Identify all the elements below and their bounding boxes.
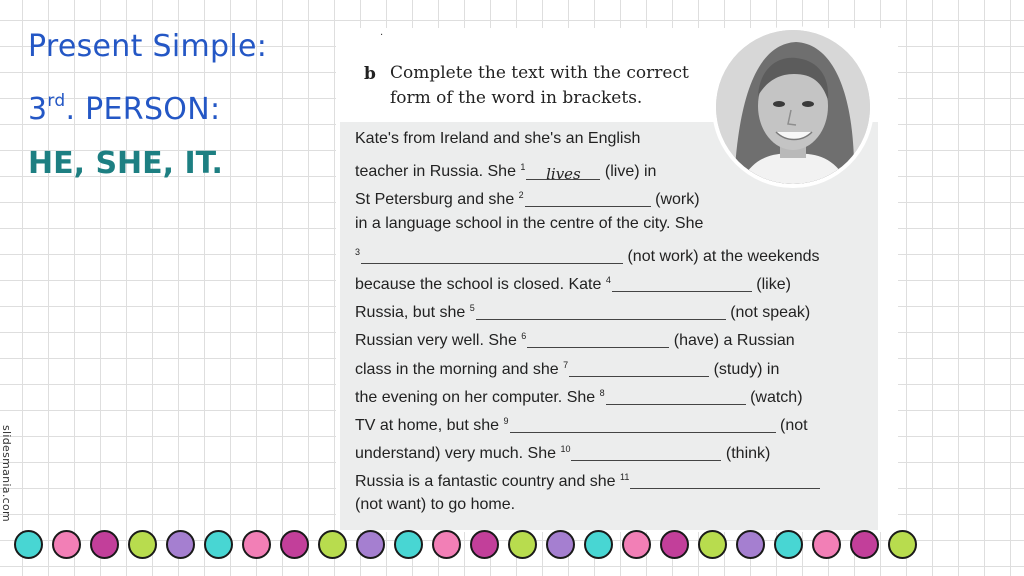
- base-verb-hint: (work): [650, 191, 700, 209]
- title-person-label: . PERSON:: [65, 92, 221, 127]
- worksheet-image: [336, 28, 898, 532]
- decorative-dot: [280, 530, 309, 559]
- base-verb-hint: (like): [751, 275, 791, 293]
- base-verb-hint: (watch): [745, 388, 803, 406]
- passage-text: in a language school in the centre of the city. She: [355, 214, 704, 232]
- decorative-dot: [546, 530, 575, 559]
- base-verb-hint: (not work) at the weekends: [623, 247, 820, 265]
- title-ordinal-number: 3: [28, 92, 48, 127]
- gap-number: 8: [599, 387, 605, 398]
- answer-blank: [606, 386, 746, 405]
- passage-line: [355, 294, 875, 322]
- passage-text: TV at home, but she: [355, 416, 504, 434]
- gap-number: 2: [518, 190, 524, 201]
- decorative-dot: [508, 530, 537, 559]
- instructions-line-1: Complete the text with the correct: [390, 63, 689, 83]
- exercise-instructions: [390, 61, 720, 111]
- passage-line: [355, 407, 875, 435]
- decorative-dot: [432, 530, 461, 559]
- answer-blank: [630, 470, 820, 489]
- decorative-dot: [14, 530, 43, 559]
- decorative-dot: [470, 530, 499, 559]
- decorative-dot: [698, 530, 727, 559]
- title-pronouns: HE, SHE, IT.: [28, 146, 223, 181]
- decorative-dot: [242, 530, 271, 559]
- passage-line: [355, 463, 875, 491]
- passage-line: [355, 322, 875, 350]
- passage-line: [355, 351, 875, 379]
- answer-blank: [571, 442, 721, 461]
- passage-line: [355, 210, 875, 238]
- gap-number: 7: [563, 359, 569, 370]
- decorative-dot: [622, 530, 651, 559]
- decorative-dot: [128, 530, 157, 559]
- decorative-dot: [812, 530, 841, 559]
- decorative-dot: [204, 530, 233, 559]
- base-verb-hint: (study) in: [709, 360, 780, 378]
- gap-number: 1: [520, 162, 526, 173]
- passage-line: [355, 153, 875, 184]
- decorative-dot: [774, 530, 803, 559]
- decorative-dot: [318, 530, 347, 559]
- decorative-dot-row: [14, 530, 917, 564]
- base-verb-hint: (have) a Russian: [669, 332, 795, 350]
- answer-blank: [526, 161, 600, 184]
- passage-text: understand) very much. She: [355, 445, 561, 463]
- gap-number: 4: [605, 274, 611, 285]
- passage-text: St Petersburg and she: [355, 191, 519, 209]
- passage-text: Russian very well. She: [355, 332, 522, 350]
- base-verb-hint: (not speak): [725, 304, 811, 322]
- passage-line: [355, 435, 875, 463]
- decorative-dot: [166, 530, 195, 559]
- answer-blank: [525, 188, 651, 207]
- passage-line: [355, 379, 875, 407]
- passage-text: Russia, but she: [355, 304, 470, 322]
- decorative-dot: [394, 530, 423, 559]
- slide-title: [28, 20, 328, 191]
- gap-number: 9: [503, 415, 509, 426]
- decorative-dot: [584, 530, 613, 559]
- title-line-2: [28, 74, 328, 137]
- answer-blank: [361, 245, 623, 264]
- example-answer: lives: [546, 165, 581, 184]
- passage-text: teacher in Russia. She: [355, 163, 521, 181]
- base-verb-hint: (not: [775, 416, 808, 434]
- passage-text: (not want) to go home.: [355, 496, 516, 514]
- decorative-dot: [888, 530, 917, 559]
- passage-text: Kate's from Ireland and she's an English: [355, 130, 641, 147]
- gap-number: 10: [560, 444, 571, 455]
- exercise-passage: [355, 125, 875, 520]
- gap-number: 3: [355, 246, 361, 257]
- answer-blank: [612, 273, 752, 292]
- title-line-1: Present Simple:: [28, 29, 268, 64]
- slidesmania-credit: slidesmania.com: [0, 425, 13, 523]
- passage-line: [355, 491, 875, 519]
- passage-line: [355, 238, 875, 266]
- gap-number: 6: [521, 331, 527, 342]
- passage-text: class in the morning and she: [355, 360, 564, 378]
- gap-number: 11: [620, 472, 630, 483]
- decorative-dot: [356, 530, 385, 559]
- gap-number: 5: [469, 303, 475, 314]
- passage-line: [355, 125, 875, 153]
- base-verb-hint: (think): [721, 445, 771, 463]
- passage-line: [355, 181, 875, 209]
- passage-text: because the school is closed. Kate: [355, 275, 606, 293]
- title-ordinal-suffix: rd: [47, 91, 66, 111]
- passage-line: [355, 266, 875, 294]
- decorative-dot: [736, 530, 765, 559]
- answer-blank: [527, 329, 669, 348]
- answer-blank: [510, 414, 776, 433]
- instructions-line-2: form of the word in brackets.: [390, 88, 643, 108]
- answer-blank: [476, 301, 726, 320]
- exercise-letter: b: [364, 64, 376, 84]
- answer-blank: [569, 358, 709, 377]
- base-verb-hint: (live) in: [600, 163, 657, 181]
- decorative-dot: [660, 530, 689, 559]
- decorative-dot: [52, 530, 81, 559]
- decorative-dot: [90, 530, 119, 559]
- passage-text: the evening on her computer. She: [355, 388, 600, 406]
- passage-text: Russia is a fantastic country and she: [355, 473, 621, 491]
- worksheet-marker: ·: [380, 30, 384, 41]
- decorative-dot: [850, 530, 879, 559]
